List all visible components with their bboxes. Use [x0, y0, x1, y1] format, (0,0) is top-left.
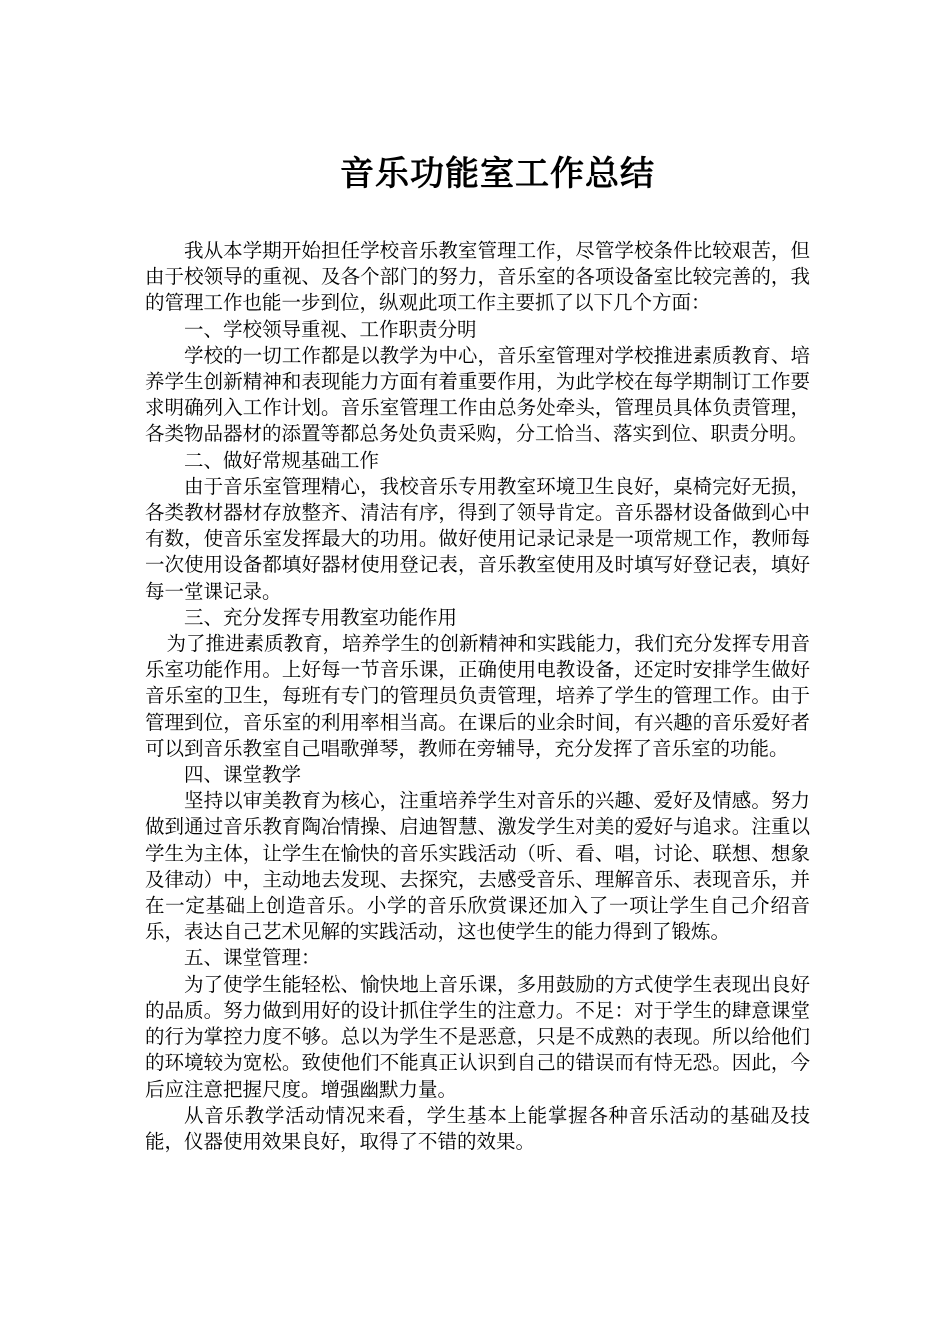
section-heading-3: 三、充分发挥专用教室功能作用 [184, 605, 458, 629]
conclusion-paragraph: 从音乐教学活动情况来看，学生基本上能掌握各种音乐活动的基础及技能，仪器使用效果良好，取得了不错的效果。 [145, 1103, 810, 1153]
section-paragraph-5: 为了使学生能轻松、愉快地上音乐课，多用鼓励的方式使学生表现出良好的品质。努力做到用好的设计抓住学生的注意力。不足：对于学生的肆意课堂的行为掌控力度不够。总以为学生不是恶意，只是不成熟的表现。所以给他们的环境较为宽松。致使他们不能真正认识到自己的错误而有恃无恐。因此，今后应注意把握尺度。增强幽默力量。 [145, 972, 810, 1101]
section-paragraph-2: 由于音乐室管理精心，我校音乐专用教室环境卫生良好，桌椅完好无损，各类教材器材存放整齐、清洁有序，得到了领导肯定。音乐器材设备做到心中有数，使音乐室发挥最大的功用。做好使用记录记录是一项常规工作，教师每一次使用设备都填好器材使用登记表，音乐教室使用及时填写好登记表，填好每一堂课记录。 [145, 474, 810, 603]
intro-paragraph: 我从本学期开始担任学校音乐教室管理工作，尽管学校条件比较艰苦，但由于校领导的重视、及各个部门的努力，音乐室的各项设备室比较完善的，我的管理工作也能一步到位，纵观此项工作主要抓了以下几个方面： [145, 239, 810, 315]
section-heading-4: 四、课堂教学 [184, 763, 302, 787]
section-paragraph-1: 学校的一切工作都是以教学为中心，音乐室管理对学校推进素质教育、培养学生创新精神和表现能力方面有着重要作用，为此学校在每学期制订工作要求明确列入工作计划。音乐室管理工作由总务处牵头，管理员具体负责管理，各类物品器材的添置等都总务处负责采购，分工恰当、落实到位、职责分明。 [145, 343, 810, 446]
section-heading-1: 一、学校领导重视、工作职责分明 [184, 317, 477, 341]
document-title: 音乐功能室工作总结 [340, 154, 655, 194]
section-paragraph-3: 为了推进素质教育，培养学生的创新精神和实践能力，我们充分发挥专用音乐室功能作用。上好每一节音乐课，正确使用电教设备，还定时安排学生做好音乐室的卫生，每班有专门的管理员负责管理，培养了学生的管理工作。由于管理到位，音乐室的利用率相当高。在课后的业余时间，有兴趣的音乐爱好者可以到音乐教室自己唱歌弹琴，教师在旁辅导，充分发挥了音乐室的功能。 [145, 632, 810, 760]
document-page [145, 140, 810, 1155]
section-heading-2: 二、做好常规基础工作 [184, 448, 380, 472]
section-heading-5: 五、课堂管理： [184, 946, 321, 970]
section-paragraph-4: 坚持以审美教育为核心，注重培养学生对音乐的兴趣、爱好及情感。努力做到通过音乐教育陶冶情操、启迪智慧、激发学生对美的爱好与追求。注重以学生为主体，让学生在愉快的音乐实践活动（听、看、唱，讨论、联想、想象及律动）中，主动地去发现、去探究，去感受音乐、理解音乐、表现音乐，并在一定基础上创造音乐。小学的音乐欣赏课还加入了一项让学生自己介绍音乐，表达自己艺术见解的实践活动，这也使学生的能力得到了锻炼。 [145, 789, 810, 944]
